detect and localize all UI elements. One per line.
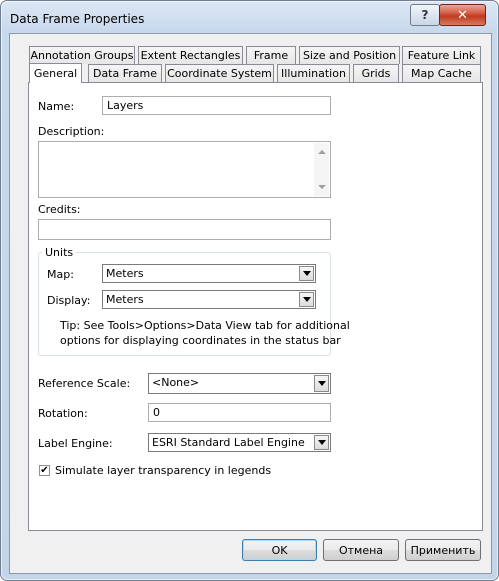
description-scrollbar[interactable] bbox=[314, 143, 329, 196]
cancel-button[interactable]: Отмена bbox=[323, 539, 399, 561]
close-button[interactable]: ✕ bbox=[439, 4, 486, 26]
checkmark-icon: ✔ bbox=[40, 464, 49, 476]
label-engine-value: ESRI Standard Label Engine bbox=[152, 436, 305, 449]
units-tip-line1: Tip: See Tools>Options>Data View tab for additional bbox=[60, 319, 350, 332]
scroll-up-icon[interactable] bbox=[318, 150, 326, 154]
credits-input[interactable] bbox=[38, 219, 331, 240]
name-input[interactable]: Layers bbox=[102, 96, 331, 115]
reference-scale-value: <None> bbox=[152, 376, 200, 389]
description-label: Description: bbox=[38, 125, 105, 138]
tab-map-cache[interactable]: Map Cache bbox=[402, 64, 481, 82]
apply-button[interactable]: Применить bbox=[405, 539, 481, 561]
tab-annotation-groups[interactable]: Annotation Groups bbox=[29, 46, 135, 64]
simulate-transparency-label[interactable]: Simulate layer transparency in legends bbox=[55, 464, 272, 477]
window-title: Data Frame Properties bbox=[10, 12, 145, 26]
tab-feature-link[interactable]: Feature Link bbox=[402, 46, 481, 64]
rotation-label: Rotation: bbox=[38, 407, 88, 420]
reference-scale-label: Reference Scale: bbox=[38, 377, 131, 390]
chevron-down-icon[interactable] bbox=[299, 292, 314, 307]
tab-size-and-position[interactable]: Size and Position bbox=[299, 46, 400, 64]
ok-button[interactable]: OK bbox=[242, 539, 317, 561]
label-engine-dropdown[interactable] bbox=[148, 433, 331, 452]
display-units-dropdown[interactable] bbox=[102, 290, 316, 309]
general-tab-panel bbox=[28, 82, 483, 531]
map-units-value: Meters bbox=[106, 267, 144, 280]
units-tip-line2: options for displaying coordinates in the status bar bbox=[60, 334, 341, 347]
tab-general[interactable]: General bbox=[29, 63, 82, 83]
chevron-down-icon[interactable] bbox=[299, 266, 314, 281]
tab-grids[interactable]: Grids bbox=[353, 64, 399, 82]
tab-coordinate-system[interactable]: Coordinate System bbox=[165, 64, 274, 82]
units-group-label: Units bbox=[42, 246, 76, 259]
reference-scale-combo[interactable] bbox=[148, 373, 331, 394]
rotation-input[interactable]: 0 bbox=[148, 403, 331, 422]
chevron-down-icon[interactable] bbox=[314, 375, 329, 392]
label-engine-label: Label Engine: bbox=[38, 437, 113, 450]
map-units-dropdown[interactable] bbox=[102, 264, 316, 283]
simulate-transparency-checkbox[interactable] bbox=[39, 465, 50, 476]
scroll-down-icon[interactable] bbox=[318, 185, 326, 189]
tab-data-frame[interactable]: Data Frame bbox=[88, 64, 162, 82]
chevron-down-icon[interactable] bbox=[314, 435, 329, 450]
tab-frame[interactable]: Frame bbox=[246, 46, 296, 64]
tab-illumination[interactable]: Illumination bbox=[277, 64, 350, 82]
name-label: Name: bbox=[38, 100, 75, 113]
credits-label: Credits: bbox=[38, 203, 81, 216]
tab-extent-rectangles[interactable]: Extent Rectangles bbox=[138, 46, 243, 64]
description-textarea[interactable] bbox=[38, 141, 331, 198]
display-units-value: Meters bbox=[106, 293, 144, 306]
display-units-label: Display: bbox=[47, 294, 91, 307]
help-button[interactable]: ? bbox=[410, 4, 440, 26]
map-units-label: Map: bbox=[47, 268, 74, 281]
